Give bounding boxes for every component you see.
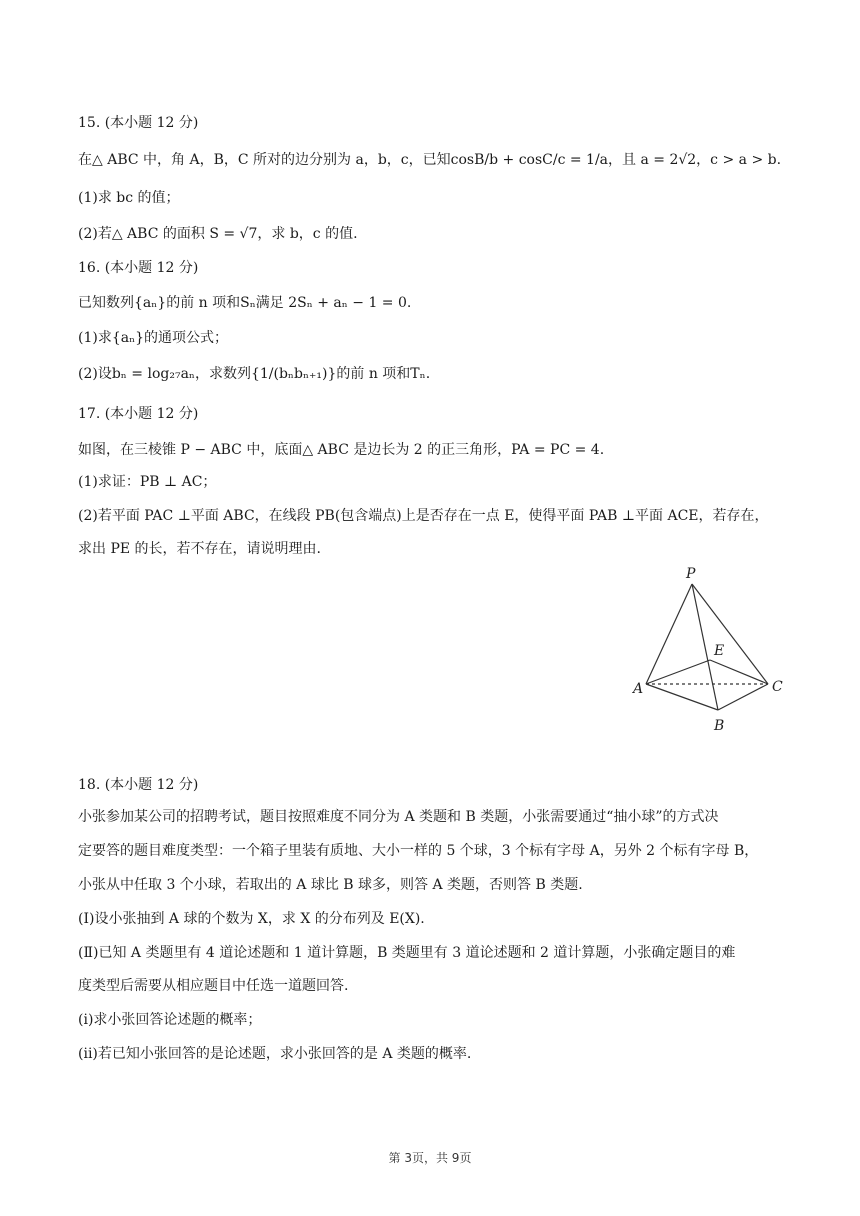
q17-header: 17. (本小题 12 分): [78, 406, 199, 422]
q15-header: 15. (本小题 12 分): [78, 115, 199, 131]
q18-part2-line1: (Ⅱ)已知 A 类题里有 4 道论述题和 1 道计算题，B 类题里有 3 道论述题和 2 道计算题，小张确定题目的难: [78, 945, 736, 961]
edge-AB: [646, 684, 718, 710]
q15-part1: (1)求 bc 的值；: [78, 190, 180, 206]
q18-stem-line3: 小张从中任取 3 个小球，若取出的 A 球比 B 球多，则答 A 类题，否则答 B 类题.: [78, 877, 583, 893]
label-E: E: [714, 643, 725, 659]
q18-part2-line2: 度类型后需要从相应题目中任选一道题回答.: [78, 978, 349, 994]
q16-header: 16. (本小题 12 分): [78, 260, 199, 276]
q17-part2-line1: (2)若平面 PAC ⊥平面 ABC，在线段 PB(包含端点)上是否存在一点 E，使得平面 PAB ⊥平面 ACE，若存在，: [78, 508, 769, 524]
label-P: P: [686, 566, 696, 582]
q17-stem: 如图，在三棱锥 P − ABC 中，底面△ ABC 是边长为 2 的正三角形，PA = PC = 4.: [78, 442, 605, 458]
tetrahedron-figure: [630, 562, 790, 742]
edge-BC: [718, 684, 768, 710]
q18-part1: (Ⅰ)设小张抽到 A 球的个数为 X，求 X 的分布列及 E(X).: [78, 911, 425, 927]
q18-stem-line1: 小张参加某公司的招聘考试，题目按照难度不同分为 A 类题和 B 类题，小张需要通过“抽小球”的方式决: [78, 809, 719, 825]
q15-part2: (2)若△ ABC 的面积 S = √7，求 b，c 的值.: [78, 226, 358, 242]
label-A: A: [633, 681, 644, 697]
q18-part2-i: (i)求小张回答论述题的概率；: [78, 1012, 262, 1028]
page-footer: 第 3页，共 9页: [388, 1151, 472, 1165]
q18-part2-ii: (ii)若已知小张回答的是论述题，求小张回答的是 A 类题的概率.: [78, 1046, 472, 1062]
q16-part1: (1)求{aₙ}的通项公式；: [78, 330, 229, 346]
q16-stem: 已知数列{aₙ}的前 n 项和Sₙ满足 2Sₙ + aₙ − 1 = 0.: [78, 295, 412, 311]
q17-part1: (1)求证：PB ⊥ AC；: [78, 474, 217, 490]
edge-PC: [692, 584, 768, 684]
label-C: C: [772, 679, 783, 695]
q16-part2: (2)设bₙ = log₂₇aₙ，求数列{1/(bₙbₙ₊₁)}的前 n 项和Tₙ.: [78, 366, 431, 382]
q15-stem: 在△ ABC 中，角 A，B，C 所对的边分别为 a，b，c，已知cosB/b + cosC/c = 1/a，且 a = 2√2，c > a > b.: [78, 152, 782, 168]
q18-stem-line2: 定要答的题目难度类型：一个箱子里装有质地、大小一样的 5 个球，3 个标有字母 A，另外 2 个标有字母 B，: [78, 843, 759, 859]
label-B: B: [714, 718, 725, 734]
q17-part2-line2: 求出 PE 的长，若不存在，请说明理由.: [78, 541, 321, 557]
q18-header: 18. (本小题 12 分): [78, 777, 199, 793]
